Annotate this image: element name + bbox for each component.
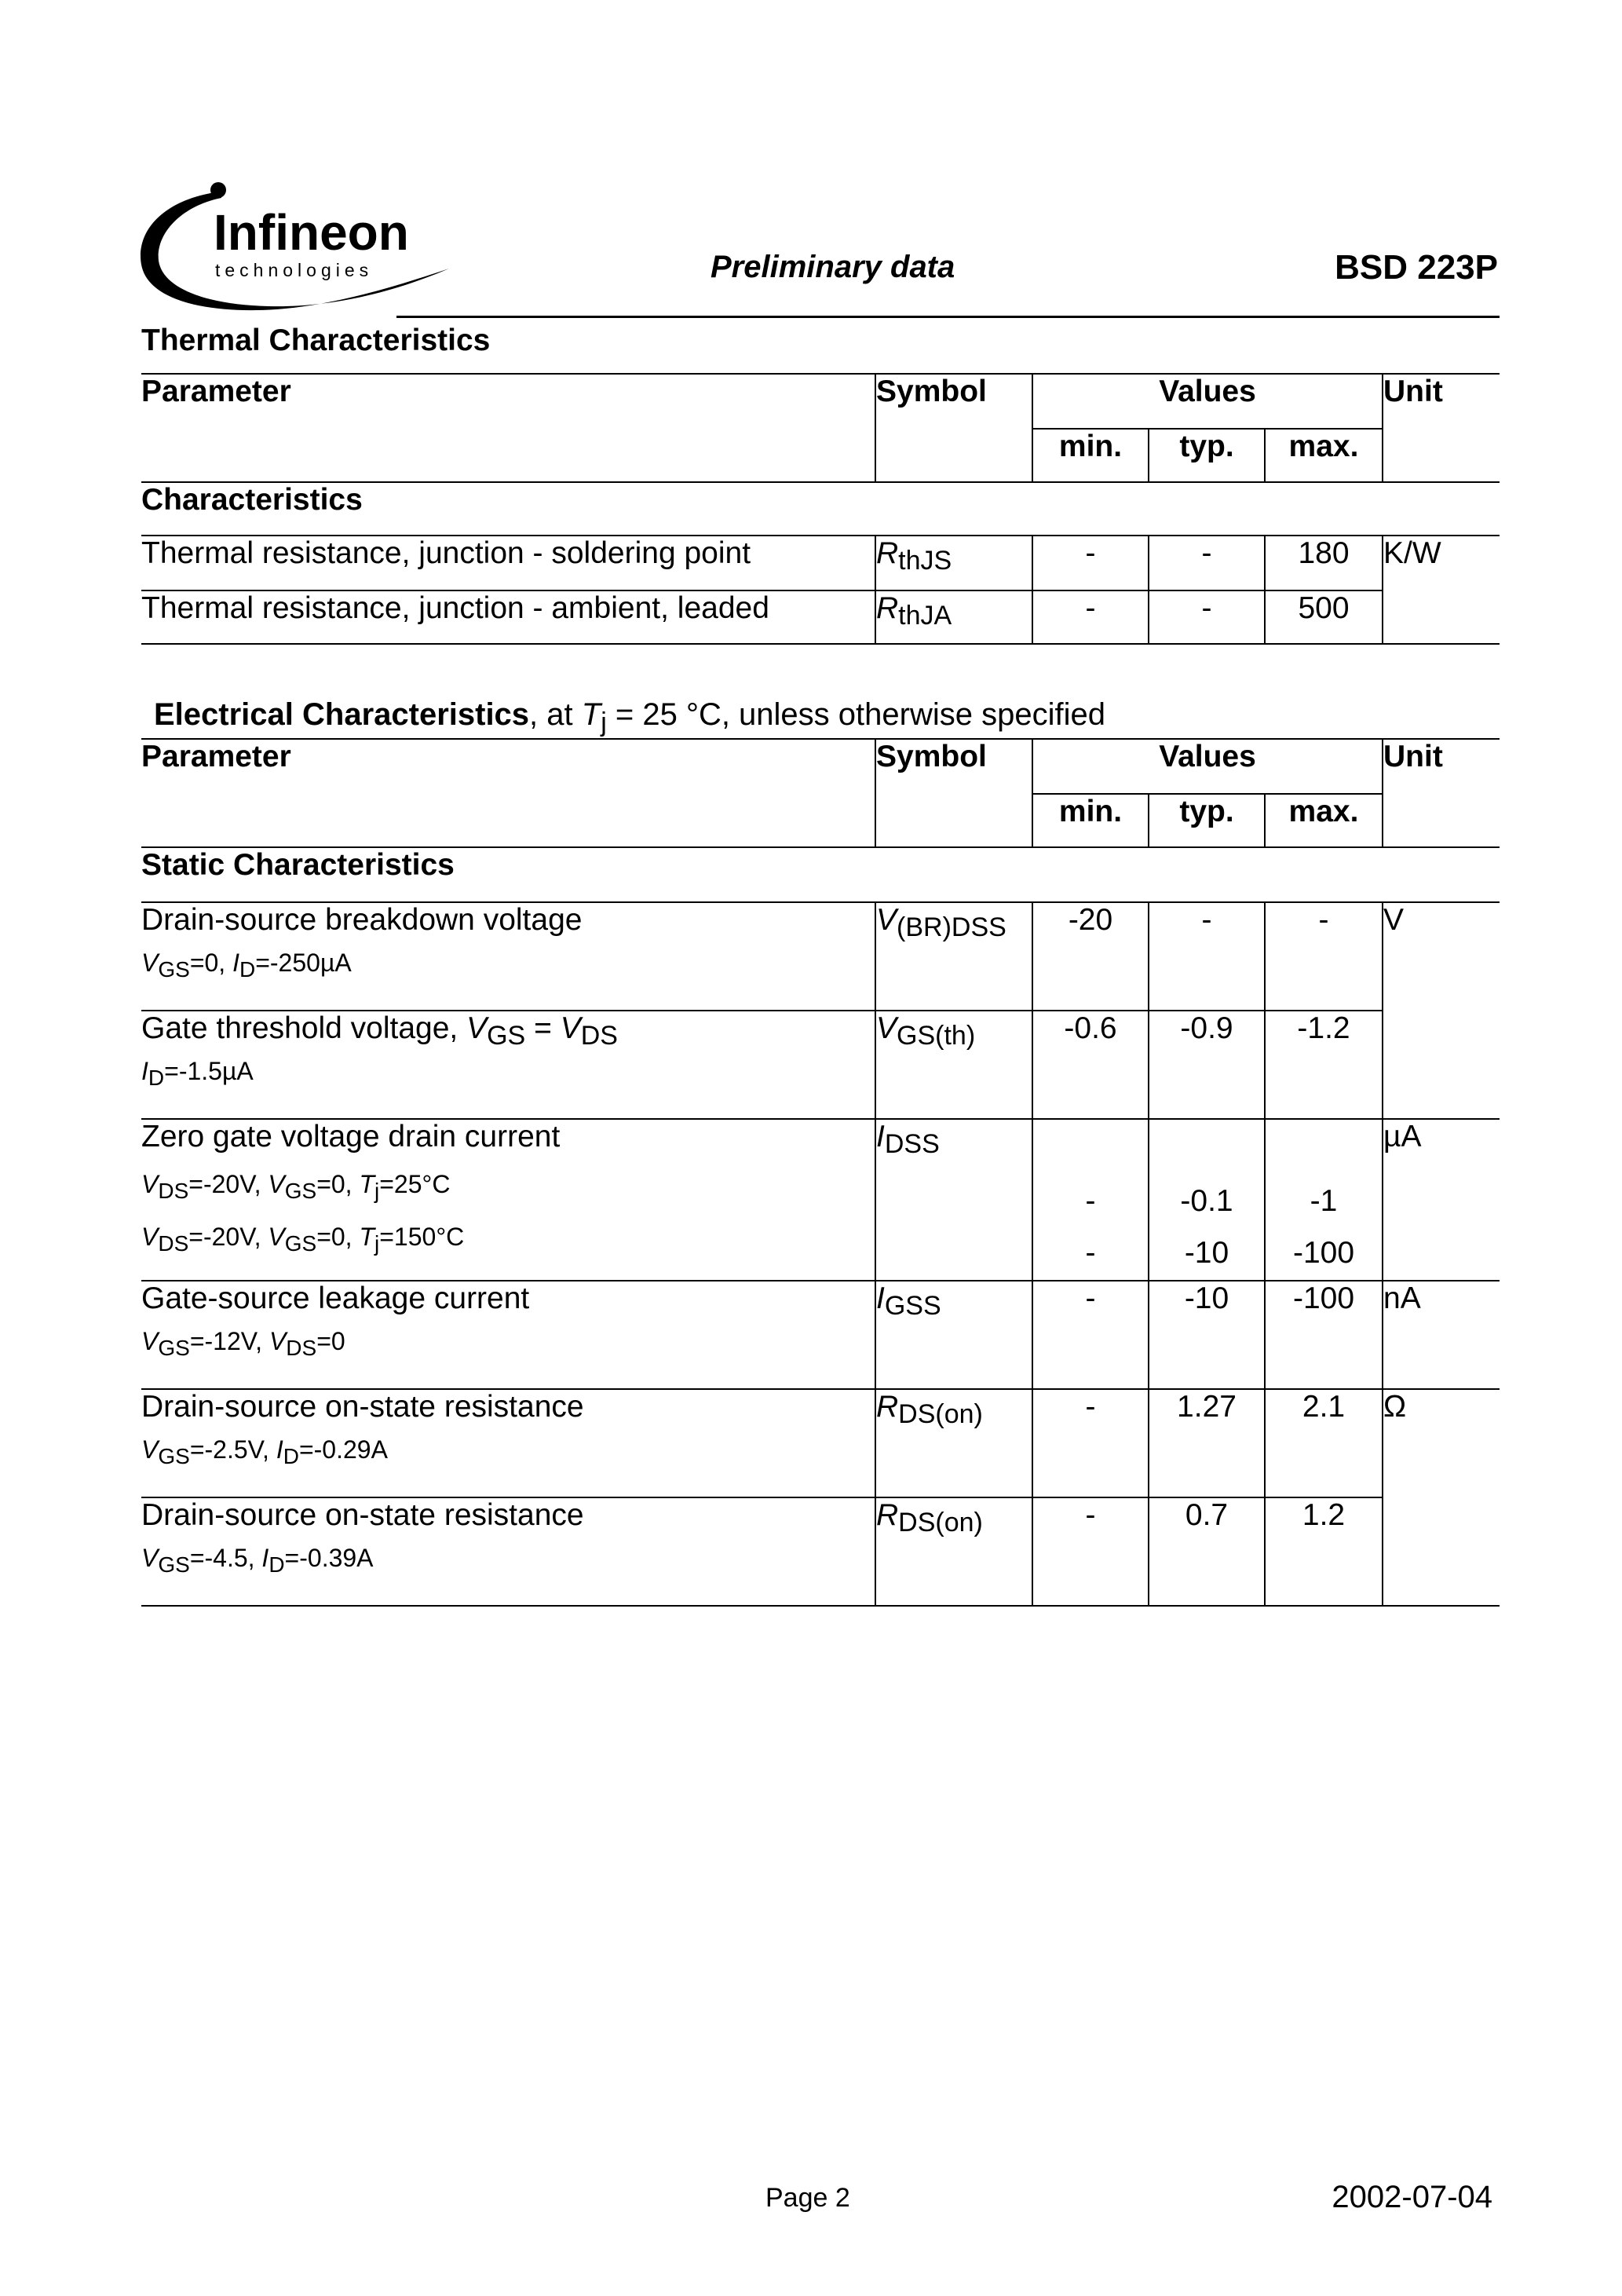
idss-max: -1 -100 <box>1265 1119 1383 1281</box>
bvdss-parameter: Drain-source breakdown voltage VGS=0, ID=-250µA <box>141 902 875 1011</box>
thermal-col-min: min. <box>1032 429 1149 482</box>
rds1-max: 2.1 <box>1265 1389 1383 1497</box>
igss-unit: nA <box>1383 1281 1500 1389</box>
logo-wordmark: Infineon <box>214 204 409 261</box>
electrical-title: Electrical Characteristics, at $T_j = 25$ °C, unless otherwise specified <box>154 697 1105 737</box>
header-rule <box>396 316 1500 318</box>
thermal-table <box>141 324 1500 645</box>
rds1-typ: 1.27 <box>1149 1389 1265 1497</box>
idss-unit: µA <box>1383 1119 1500 1281</box>
table-row <box>141 1281 1500 1389</box>
rthjs-min: - <box>1032 536 1149 590</box>
rthja-typ: - <box>1149 590 1265 644</box>
idss-min: - - <box>1032 1119 1149 1281</box>
thermal-section-title: Characteristics <box>141 482 1500 536</box>
rds1-min: - <box>1032 1389 1149 1497</box>
rthja-parameter: Thermal resistance, junction - ambient, leaded <box>141 590 875 644</box>
rthjs-max: 180 <box>1265 536 1383 590</box>
electrical-table <box>141 738 1500 1607</box>
electrical-col-values: Values <box>1032 739 1383 794</box>
rthjs-typ: - <box>1149 536 1265 590</box>
logo-subtext: technologies <box>215 260 374 280</box>
table-row <box>141 1011 1500 1119</box>
rds2-min: - <box>1032 1497 1149 1606</box>
rthja-max: 500 <box>1265 590 1383 644</box>
rds2-parameter: Drain-source on-state resistance VGS=-4.5, ID=-0.39A <box>141 1497 875 1606</box>
thermal-col-symbol: Symbol <box>875 374 1032 482</box>
page-number: Page 2 <box>765 2183 850 2213</box>
rds2-max: 1.2 <box>1265 1497 1383 1606</box>
rds2-symbol: RDS(on) <box>875 1497 1032 1606</box>
electrical-col-parameter: Parameter <box>141 739 875 847</box>
part-number: BSD 223P <box>1335 248 1498 287</box>
thermal-title: Thermal Characteristics <box>141 324 1500 374</box>
igss-typ: -10 <box>1149 1281 1265 1389</box>
electrical-col-min: min. <box>1032 794 1149 847</box>
electrical-col-typ: typ. <box>1149 794 1265 847</box>
vth-min: -0.6 <box>1032 1011 1149 1119</box>
voltage-unit: V <box>1383 902 1500 1119</box>
table-row <box>141 536 1500 590</box>
thermal-col-values: Values <box>1032 374 1383 429</box>
thermal-unit: K/W <box>1383 536 1500 644</box>
bvdss-symbol: V(BR)DSS <box>875 902 1032 1011</box>
vth-parameter: Gate threshold voltage, VGS = VDS ID=-1.5µA <box>141 1011 875 1119</box>
bvdss-typ: - <box>1149 902 1265 1011</box>
preliminary-data-label: Preliminary data <box>711 250 955 284</box>
table-row <box>141 1119 1500 1281</box>
infineon-logo <box>135 174 457 324</box>
rds1-symbol: RDS(on) <box>875 1389 1032 1497</box>
igss-parameter: Gate-source leakage current VGS=-12V, VDS=0 <box>141 1281 875 1389</box>
static-section-title: Static Characteristics <box>141 847 1500 902</box>
vth-symbol: VGS(th) <box>875 1011 1032 1119</box>
table-row <box>141 1497 1500 1606</box>
igss-symbol: IGSS <box>875 1281 1032 1389</box>
thermal-col-max: max. <box>1265 429 1383 482</box>
rthjs-parameter: Thermal resistance, junction - soldering point <box>141 536 875 590</box>
vth-max: -1.2 <box>1265 1011 1383 1119</box>
idss-symbol: IDSS <box>875 1119 1032 1281</box>
electrical-col-max: max. <box>1265 794 1383 847</box>
thermal-col-typ: typ. <box>1149 429 1265 482</box>
thermal-col-unit: Unit <box>1383 374 1500 482</box>
rds1-parameter: Drain-source on-state resistance VGS=-2.5V, ID=-0.29A <box>141 1389 875 1497</box>
rthja-symbol: RthJA <box>875 590 1032 644</box>
vth-typ: -0.9 <box>1149 1011 1265 1119</box>
resistance-unit: Ω <box>1383 1389 1500 1606</box>
document-date: 2002-07-04 <box>1332 2180 1492 2214</box>
thermal-col-parameter: Parameter <box>141 374 875 482</box>
electrical-col-symbol: Symbol <box>875 739 1032 847</box>
bvdss-min: -20 <box>1032 902 1149 1011</box>
table-row <box>141 590 1500 644</box>
table-row <box>141 1389 1500 1497</box>
igss-min: - <box>1032 1281 1149 1389</box>
rthja-min: - <box>1032 590 1149 644</box>
bvdss-max: - <box>1265 902 1383 1011</box>
igss-max: -100 <box>1265 1281 1383 1389</box>
table-row <box>141 902 1500 1011</box>
electrical-col-unit: Unit <box>1383 739 1500 847</box>
idss-typ: -0.1 -10 <box>1149 1119 1265 1281</box>
rthjs-symbol: RthJS <box>875 536 1032 590</box>
idss-parameter: Zero gate voltage drain current VDS=-20V, VGS=0, Tj=25°C VDS=-20V, VGS=0, Tj=150°C <box>141 1119 875 1281</box>
rds2-typ: 0.7 <box>1149 1497 1265 1606</box>
